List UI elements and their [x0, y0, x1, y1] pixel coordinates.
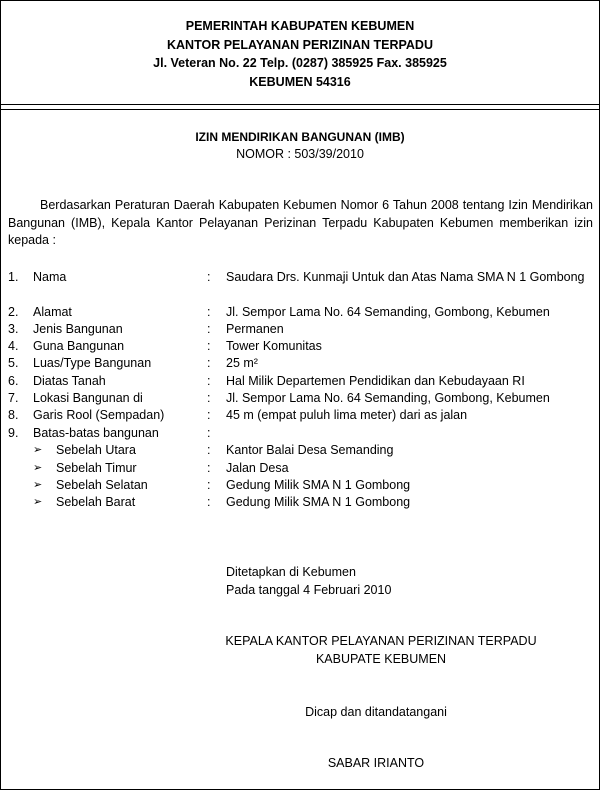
detail-value: Saudara Drs. Kunmaji Untuk dan Atas Nama SMA N 1 Gombong — [226, 270, 585, 284]
detail-value: Jl. Sempor Lama No. 64 Semanding, Gombong, Kebumen — [226, 305, 550, 319]
detail-colon: : — [207, 270, 211, 284]
boundary-label: Sebelah Selatan — [56, 478, 148, 492]
stamp-note: Dicap dan ditandatangani — [305, 705, 447, 719]
arrow-bullet-icon: ➢ — [33, 479, 43, 491]
detail-number: 3. — [8, 322, 19, 336]
arrow-bullet-icon: ➢ — [33, 444, 43, 456]
detail-colon: : — [207, 356, 211, 370]
detail-value: 25 m² — [226, 356, 258, 370]
boundary-label: Sebelah Utara — [56, 443, 136, 457]
document-number: NOMOR : 503/39/2010 — [236, 147, 364, 161]
detail-number: 4. — [8, 339, 19, 353]
boundary-label: Sebelah Timur — [56, 461, 137, 475]
detail-number: 9. — [8, 426, 19, 440]
arrow-bullet-icon: ➢ — [33, 462, 43, 474]
detail-colon: : — [207, 391, 211, 405]
detail-colon: : — [207, 305, 211, 319]
detail-value: Tower Komunitas — [226, 339, 322, 353]
detail-value: Hal Milik Departemen Pendidikan dan Kebudayaan RI — [226, 374, 525, 388]
issued-place: Ditetapkan di Kebumen — [226, 565, 356, 579]
boundary-colon: : — [207, 495, 211, 509]
detail-label: Nama — [33, 270, 67, 284]
letterhead — [1, 1, 599, 105]
detail-label: Luas/Type Bangunan — [33, 356, 152, 370]
signatory-name: SABAR IRIANTO — [327, 756, 425, 770]
letterhead-office: KANTOR PELAYANAN PERIZINAN TERPADU — [166, 37, 433, 52]
boundary-colon: : — [207, 478, 211, 492]
boundary-label: Sebelah Barat — [56, 495, 136, 509]
detail-value: Jl. Sempor Lama No. 64 Semanding, Gombong, Kebumen — [226, 391, 550, 405]
detail-number: 1. — [8, 270, 19, 284]
signatory-position-line1: KEPALA KANTOR PELAYANAN PERIZINAN TERPADU — [225, 634, 537, 648]
boundary-value: Jalan Desa — [226, 461, 289, 475]
detail-label: Garis Rool (Sempadan) — [33, 408, 165, 422]
letterhead-city: KEBUMEN 54316 — [249, 74, 351, 89]
issued-date: Pada tanggal 4 Februari 2010 — [226, 583, 392, 597]
detail-label: Lokasi Bangunan di — [33, 391, 143, 405]
detail-number: 8. — [8, 408, 19, 422]
detail-number: 2. — [8, 305, 19, 319]
detail-number: 5. — [8, 356, 19, 370]
detail-colon: : — [207, 426, 211, 440]
boundary-value: Gedung Milik SMA N 1 Gombong — [226, 495, 411, 509]
detail-colon: : — [207, 408, 211, 422]
detail-label: Batas-batas bangunan — [33, 426, 159, 440]
detail-number: 7. — [8, 391, 19, 405]
letterhead-government: PEMERINTAH KABUPATEN KEBUMEN — [185, 19, 415, 33]
document-title-block — [1, 129, 599, 163]
detail-label: Alamat — [33, 305, 72, 319]
detail-value: Permanen — [226, 322, 284, 336]
detail-label: Guna Bangunan — [33, 339, 125, 353]
document-title: IZIN MENDIRIKAN BANGUNAN (IMB) — [195, 130, 405, 144]
letterhead-address: Jl. Veteran No. 22 Telp. (0287) 385925 Fax. 385925 — [153, 56, 447, 70]
boundary-value: Gedung Milik SMA N 1 Gombong — [226, 478, 411, 492]
intro-text: Berdasarkan Peraturan Daerah Kabupaten Kebumen Nomor 6 Tahun 2008 tentang Izin Mendirikan Bangunan (IMB), Kepala Kantor Pelayanan Perizinan Terpadu Kabupaten Kebumen memberikan izin kepada : — [8, 198, 593, 247]
detail-label: Diatas Tanah — [33, 374, 106, 388]
boundary-colon: : — [207, 443, 211, 457]
letterhead-divider — [1, 109, 599, 110]
detail-colon: : — [207, 339, 211, 353]
arrow-bullet-icon: ➢ — [33, 496, 43, 508]
signatory-position-line2: KABUPATE KEBUMEN — [315, 651, 447, 666]
signatory-position — [221, 633, 541, 668]
boundary-colon: : — [207, 461, 211, 475]
detail-colon: : — [207, 374, 211, 388]
intro-paragraph — [8, 197, 593, 250]
detail-number: 6. — [8, 374, 19, 388]
detail-value: 45 m (empat puluh lima meter) dari as jalan — [226, 408, 468, 422]
detail-colon: : — [207, 322, 211, 336]
boundary-value: Kantor Balai Desa Semanding — [226, 443, 394, 457]
detail-label: Jenis Bangunan — [33, 322, 123, 336]
